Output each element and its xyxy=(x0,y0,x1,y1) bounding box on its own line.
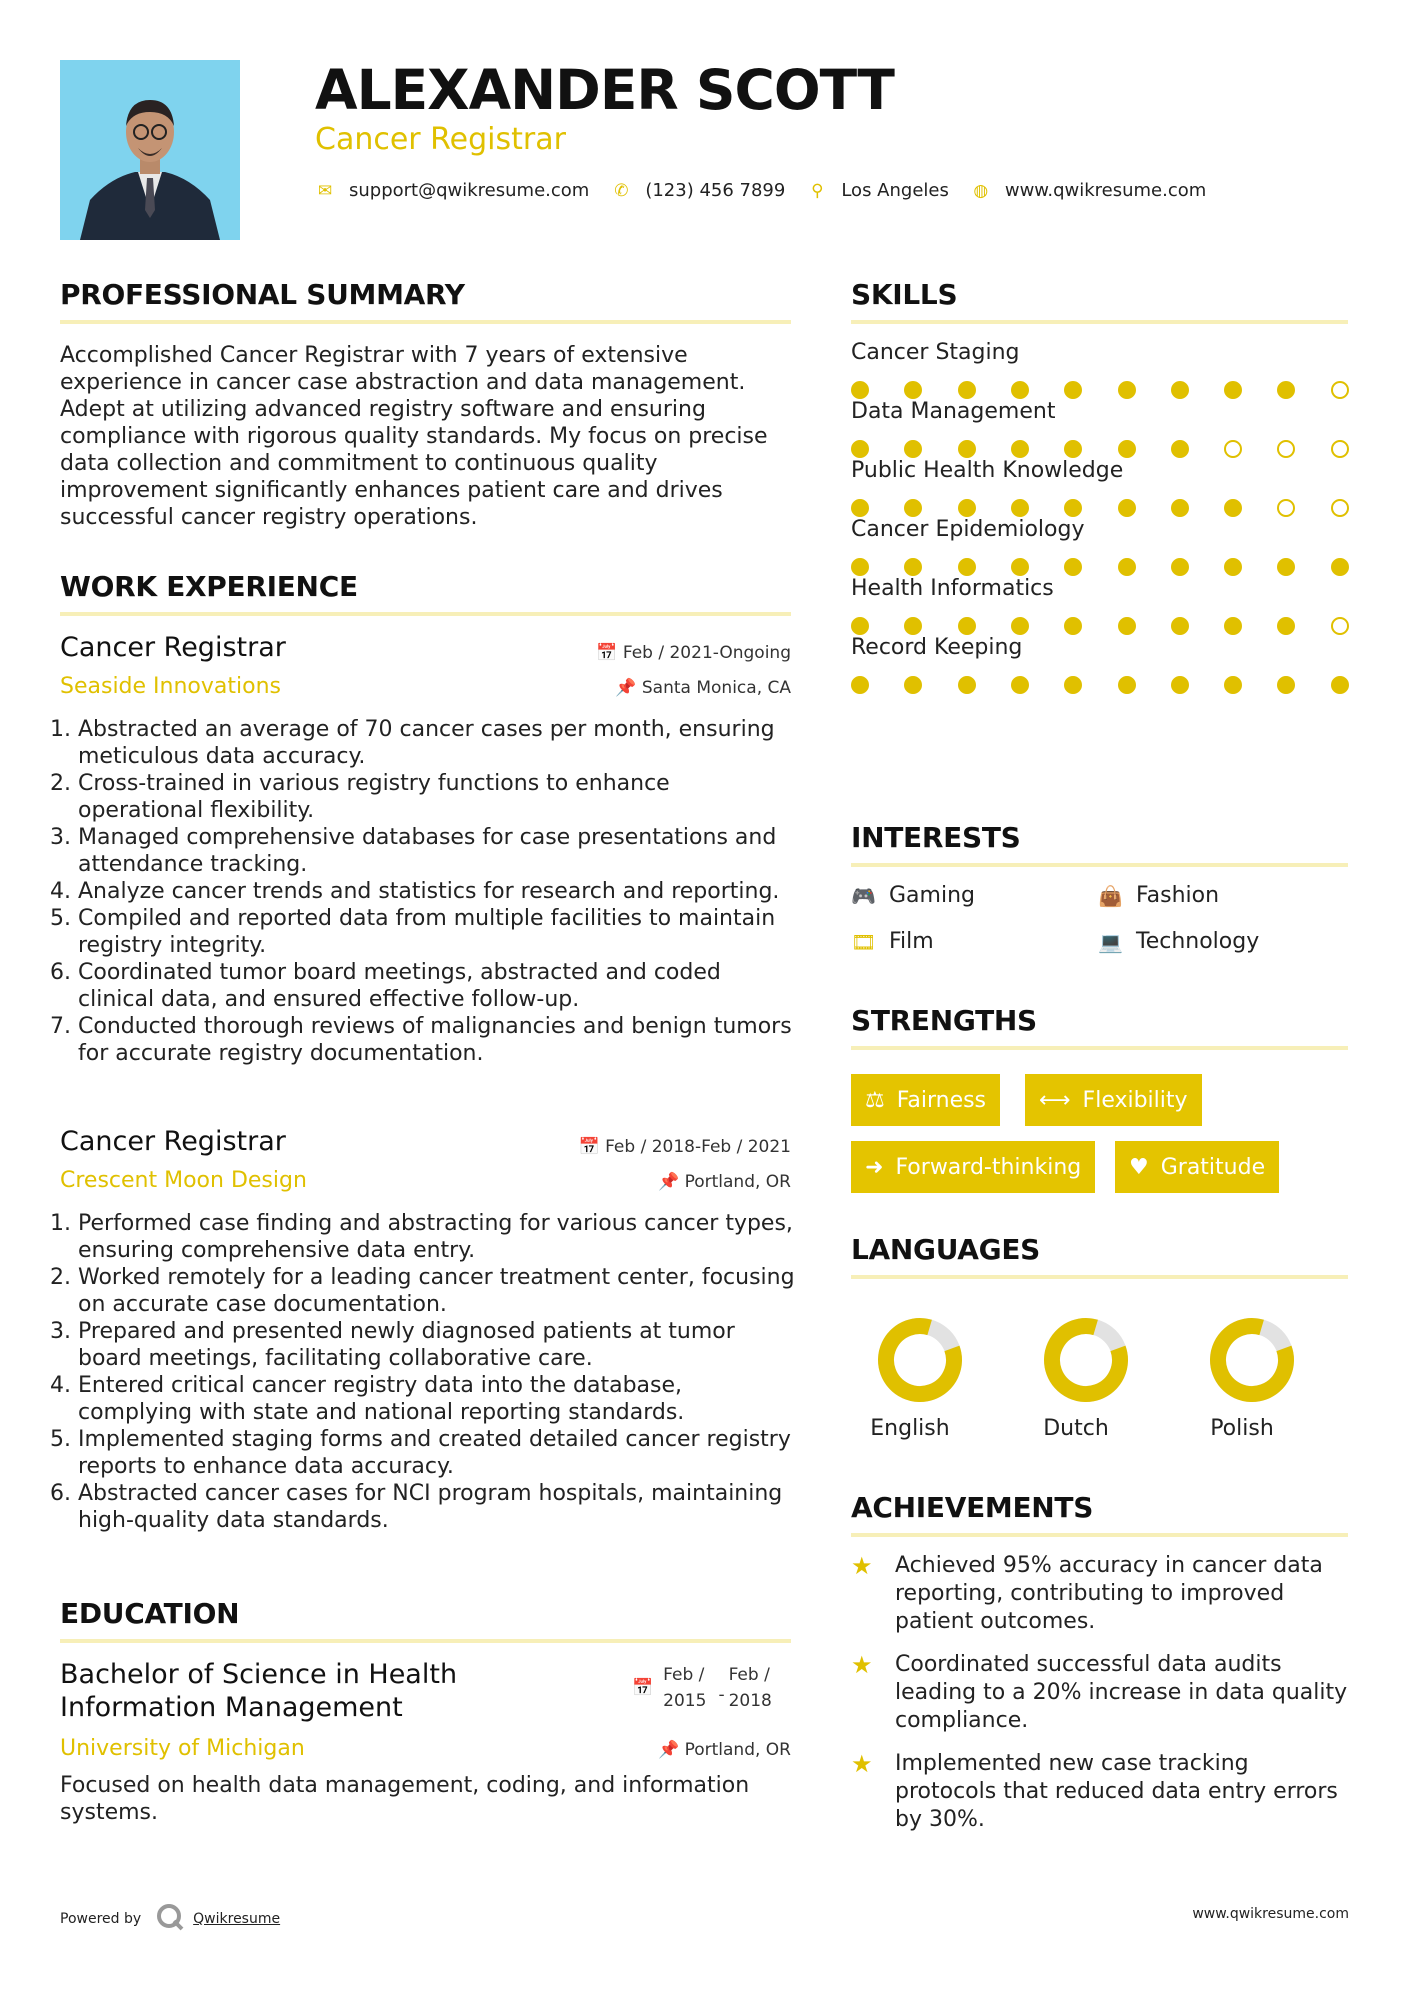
rating-dot-filled xyxy=(1118,617,1136,635)
job-location: 📌 Santa Monica, CA xyxy=(615,678,791,698)
rating-dot-filled xyxy=(1171,676,1189,694)
balance-scale-icon: ⚖ xyxy=(865,1087,885,1113)
interest-item xyxy=(1098,883,1219,908)
rating-dot-empty xyxy=(1331,381,1349,399)
globe-icon: ◍ xyxy=(973,180,989,201)
job-dates: 📅 Feb / 2018-Feb / 2021 xyxy=(578,1137,791,1157)
strength-label: Forward-thinking xyxy=(895,1154,1082,1180)
languages-heading: LANGUAGES xyxy=(851,1233,1041,1266)
strengths-heading: STRENGTHS xyxy=(851,1004,1037,1037)
responsibility-item: 1. Performed case finding and abstracting for various cancer types, ensuring comprehensive data entry. xyxy=(78,1210,800,1264)
contact-item[interactable] xyxy=(807,180,949,201)
interest-label: Film xyxy=(889,929,934,954)
rating-dot-filled xyxy=(1011,676,1029,694)
rating-dot-filled xyxy=(851,381,869,399)
education-dates: 📅 Feb / 2015 - Feb / 2018 xyxy=(632,1665,772,1711)
achievement-item xyxy=(851,1552,1351,1636)
pin-icon: 📌 xyxy=(658,1172,685,1192)
film-icon: 🎞 xyxy=(851,929,877,954)
interest-label: Gaming xyxy=(889,883,975,908)
interest-label: Fashion xyxy=(1136,883,1220,908)
profile-photo xyxy=(60,60,240,240)
contact-text: www.qwikresume.com xyxy=(1004,180,1207,201)
rating-dot-filled xyxy=(1277,676,1295,694)
achievement-text: Achieved 95% accuracy in cancer data reporting, contributing to improved patient outcomes. xyxy=(895,1553,1323,1634)
rating-dot-empty xyxy=(1277,499,1295,517)
responsibility-item: 4. Analyze cancer trends and statistics for research and reporting. xyxy=(78,878,800,905)
experience-divider xyxy=(60,612,791,616)
rating-dot-filled xyxy=(1064,440,1082,458)
skill-name: Data Management xyxy=(851,399,1056,424)
responsibility-item: 7. Conducted thorough reviews of malignancies and benign tumors for accurate registry documentation. xyxy=(78,1013,800,1067)
contact-text: support@qwikresume.com xyxy=(349,180,590,201)
skill-rating xyxy=(851,617,1349,637)
calendar-icon: 📅 xyxy=(632,1678,654,1698)
rating-dot-empty xyxy=(1331,617,1349,635)
achievement-item xyxy=(851,1750,1351,1834)
rating-dot-filled xyxy=(1118,381,1136,399)
job-title: Cancer Registrar xyxy=(60,1126,286,1157)
rating-dot-filled xyxy=(1171,558,1189,576)
contact-bar xyxy=(315,180,1228,201)
rating-dot-filled xyxy=(1011,617,1029,635)
donut-fill xyxy=(1208,1316,1295,1403)
skills-divider xyxy=(851,320,1348,324)
rating-dot-filled xyxy=(1171,440,1189,458)
responsibility-item: 6. Coordinated tumor board meetings, abstracted and coded clinical data, and ensured effective follow-up. xyxy=(78,959,800,1013)
footer-url[interactable]: www.qwikresume.com xyxy=(1192,1906,1349,1922)
rating-dot-filled xyxy=(1118,558,1136,576)
job-location: 📌 Portland, OR xyxy=(658,1172,791,1192)
rating-dot-filled xyxy=(1011,499,1029,517)
rating-dot-filled xyxy=(958,499,976,517)
gamepad-icon: 🎮 xyxy=(851,883,876,908)
donut-fill xyxy=(1042,1316,1129,1403)
responsibility-item: 3. Prepared and presented newly diagnosed patients at tumor board meetings, facilitating collaborative care. xyxy=(78,1318,800,1372)
rating-dot-filled xyxy=(1224,499,1242,517)
school-name: University of Michigan xyxy=(60,1736,305,1761)
skill-name: Cancer Staging xyxy=(851,340,1020,365)
strength-badge xyxy=(851,1074,1000,1126)
pin-icon: 📌 xyxy=(615,678,642,698)
language-level-donut xyxy=(1036,1310,1136,1410)
candidate-name: ALEXANDER SCOTT xyxy=(315,58,894,122)
responsibility-item: 5. Implemented staging forms and created detailed cancer registry reports to enhance data accuracy. xyxy=(78,1426,800,1480)
calendar-icon: 📅 xyxy=(596,643,623,663)
strength-badge xyxy=(1115,1141,1279,1193)
star-icon: ★ xyxy=(851,1750,873,1778)
rating-dot-filled xyxy=(1064,499,1082,517)
rating-dot-filled xyxy=(904,440,922,458)
skill-name: Record Keeping xyxy=(851,635,1023,660)
strength-badge xyxy=(851,1141,1095,1193)
contact-item[interactable] xyxy=(611,180,785,201)
languages-divider xyxy=(851,1275,1348,1279)
language-ring xyxy=(1026,1310,1146,1414)
language-label: English xyxy=(870,1416,950,1441)
rating-dot-filled xyxy=(851,499,869,517)
rating-dot-filled xyxy=(1171,617,1189,635)
rating-dot-filled xyxy=(1011,440,1029,458)
education-location: 📌 Portland, OR xyxy=(658,1740,791,1760)
location-pin-icon: ⚲ xyxy=(811,180,824,201)
star-icon: ★ xyxy=(851,1651,873,1679)
footer-brand-link[interactable]: Qwikresume xyxy=(193,1911,281,1927)
rating-dot-empty xyxy=(1331,499,1349,517)
achievement-text: Implemented new case tracking protocols that reduced data entry errors by 30%. xyxy=(895,1751,1338,1832)
achievement-item xyxy=(851,1651,1351,1735)
rating-dot-filled xyxy=(1277,617,1295,635)
rating-dot-filled xyxy=(958,676,976,694)
interest-label: Technology xyxy=(1136,929,1260,954)
rating-dot-filled xyxy=(958,381,976,399)
rating-dot-filled xyxy=(1224,617,1242,635)
strengths-divider xyxy=(851,1046,1348,1050)
rating-dot-filled xyxy=(851,440,869,458)
rating-dot-filled xyxy=(1331,558,1349,576)
degree-title: Bachelor of Science in Health Information Management xyxy=(60,1659,458,1723)
contact-text: Los Angeles xyxy=(841,180,949,201)
language-level-donut xyxy=(1202,1310,1302,1410)
experience-heading: WORK EXPERIENCE xyxy=(60,570,358,603)
language-ring xyxy=(1192,1310,1312,1414)
language-ring xyxy=(860,1310,980,1414)
rating-dot-filled xyxy=(904,676,922,694)
rating-dot-empty xyxy=(1224,440,1242,458)
rating-dot-filled xyxy=(1064,381,1082,399)
rating-dot-filled xyxy=(958,440,976,458)
rating-dot-filled xyxy=(904,499,922,517)
rating-dot-filled xyxy=(1171,499,1189,517)
skill-rating xyxy=(851,499,1349,519)
skill-rating xyxy=(851,381,1349,401)
achievement-text: Coordinated successful data audits leading to a 20% increase in data quality compliance. xyxy=(895,1652,1348,1733)
envelope-icon: ✉ xyxy=(317,180,333,201)
achievements-heading: ACHIEVEMENTS xyxy=(851,1491,1094,1524)
rating-dot-filled xyxy=(1118,440,1136,458)
responsibility-item: 5. Compiled and reported data from multiple facilities to maintain registry integrity. xyxy=(78,905,800,959)
donut-fill xyxy=(876,1316,963,1403)
person-portrait-icon xyxy=(60,60,240,240)
rating-dot-filled xyxy=(904,617,922,635)
job-responsibilities xyxy=(58,716,800,1067)
job-title: Cancer Registrar xyxy=(60,632,286,663)
rating-dot-filled xyxy=(958,617,976,635)
job-responsibilities xyxy=(58,1210,800,1534)
rating-dot-filled xyxy=(1118,676,1136,694)
summary-heading: PROFESSIONAL SUMMARY xyxy=(60,278,465,311)
rating-dot-filled xyxy=(1011,381,1029,399)
rating-dot-filled xyxy=(1277,381,1295,399)
rating-dot-filled xyxy=(1224,558,1242,576)
rating-dot-filled xyxy=(851,617,869,635)
rating-dot-filled xyxy=(1277,558,1295,576)
strength-badge xyxy=(1025,1074,1202,1126)
responsibility-item: 4. Entered critical cancer registry data into the database, complying with state and national reporting standards. xyxy=(78,1372,800,1426)
education-description: Focused on health data management, coding, and information systems. xyxy=(60,1773,750,1825)
rating-dot-filled xyxy=(958,558,976,576)
responsibility-item: 2. Worked remotely for a leading cancer treatment center, focusing on accurate case documentation. xyxy=(78,1264,800,1318)
contact-text: (123) 456 7899 xyxy=(645,180,786,201)
calendar-icon: 📅 xyxy=(578,1137,606,1157)
rating-dot-filled xyxy=(1331,676,1349,694)
education-heading: EDUCATION xyxy=(60,1597,240,1630)
skill-rating xyxy=(851,440,1349,460)
achievements-divider xyxy=(851,1533,1348,1537)
interest-item xyxy=(851,929,934,954)
rating-dot-filled xyxy=(1011,558,1029,576)
strength-label: Fairness xyxy=(896,1087,987,1113)
interest-item xyxy=(1098,929,1259,954)
job-company: Crescent Moon Design xyxy=(60,1168,307,1193)
rating-dot-filled xyxy=(1224,381,1242,399)
phone-icon: ✆ xyxy=(614,180,629,201)
rating-dot-filled xyxy=(1064,676,1082,694)
interests-heading: INTERESTS xyxy=(851,821,1021,854)
strength-label: Gratitude xyxy=(1160,1154,1266,1180)
skill-rating xyxy=(851,676,1349,696)
language-label: Polish xyxy=(1210,1416,1274,1441)
responsibility-item: 1. Abstracted an average of 70 cancer cases per month, ensuring meticulous data accuracy. xyxy=(78,716,800,770)
responsibility-item: 3. Managed comprehensive databases for case presentations and attendance tracking. xyxy=(78,824,800,878)
job-company: Seaside Innovations xyxy=(60,674,281,699)
skill-name: Public Health Knowledge xyxy=(851,458,1124,483)
rating-dot-filled xyxy=(851,676,869,694)
rating-dot-filled xyxy=(1118,499,1136,517)
education-divider xyxy=(60,1639,791,1643)
shopping-bag-icon: 👜 xyxy=(1098,883,1123,908)
language-label: Dutch xyxy=(1043,1416,1109,1441)
responsibility-item: 6. Abstracted cancer cases for NCI program hospitals, maintaining high-quality data standards. xyxy=(78,1480,800,1534)
skills-heading: SKILLS xyxy=(851,278,958,311)
footer-powered-by: Powered by Qwikresume xyxy=(60,1902,280,1936)
heart-icon: ♥ xyxy=(1129,1154,1149,1180)
summary-text: Accomplished Cancer Registrar with 7 years of extensive experience in cancer case abstraction and data management. Adept at utilizing advanced registry software and ensuring compliance with rigorous quality standards. My focus on precise data collection and commitment to continuous quality improvement significantly enhances patient care and drives successful cancer registry operations. xyxy=(60,343,768,530)
rating-dot-filled xyxy=(1064,617,1082,635)
rating-dot-filled xyxy=(1171,381,1189,399)
language-level-donut xyxy=(870,1310,970,1410)
rating-dot-filled xyxy=(851,558,869,576)
rating-dot-empty xyxy=(1331,440,1349,458)
summary-divider xyxy=(60,320,791,324)
skill-rating xyxy=(851,558,1349,578)
rating-dot-filled xyxy=(904,381,922,399)
laptop-icon: 💻 xyxy=(1098,929,1123,954)
strength-label: Flexibility xyxy=(1082,1087,1188,1113)
contact-item[interactable] xyxy=(971,180,1206,201)
contact-item[interactable] xyxy=(315,180,589,201)
skill-name: Cancer Epidemiology xyxy=(851,517,1085,542)
arrow-right-icon: ➜ xyxy=(865,1154,884,1180)
rating-dot-filled xyxy=(1064,558,1082,576)
interests-divider xyxy=(851,863,1348,867)
star-icon: ★ xyxy=(851,1552,873,1580)
pin-icon: 📌 xyxy=(658,1740,685,1760)
skill-name: Health Informatics xyxy=(851,576,1054,601)
qwikresume-logo-icon xyxy=(155,1902,185,1936)
job-dates: 📅 Feb / 2021-Ongoing xyxy=(596,643,791,663)
candidate-role: Cancer Registrar xyxy=(315,122,566,157)
rating-dot-filled xyxy=(904,558,922,576)
rating-dot-filled xyxy=(1224,676,1242,694)
arrows-horizontal-icon: ⟷ xyxy=(1039,1087,1071,1113)
interest-item xyxy=(851,883,975,908)
responsibility-item: 2. Cross-trained in various registry functions to enhance operational flexibility. xyxy=(78,770,800,824)
rating-dot-empty xyxy=(1277,440,1295,458)
